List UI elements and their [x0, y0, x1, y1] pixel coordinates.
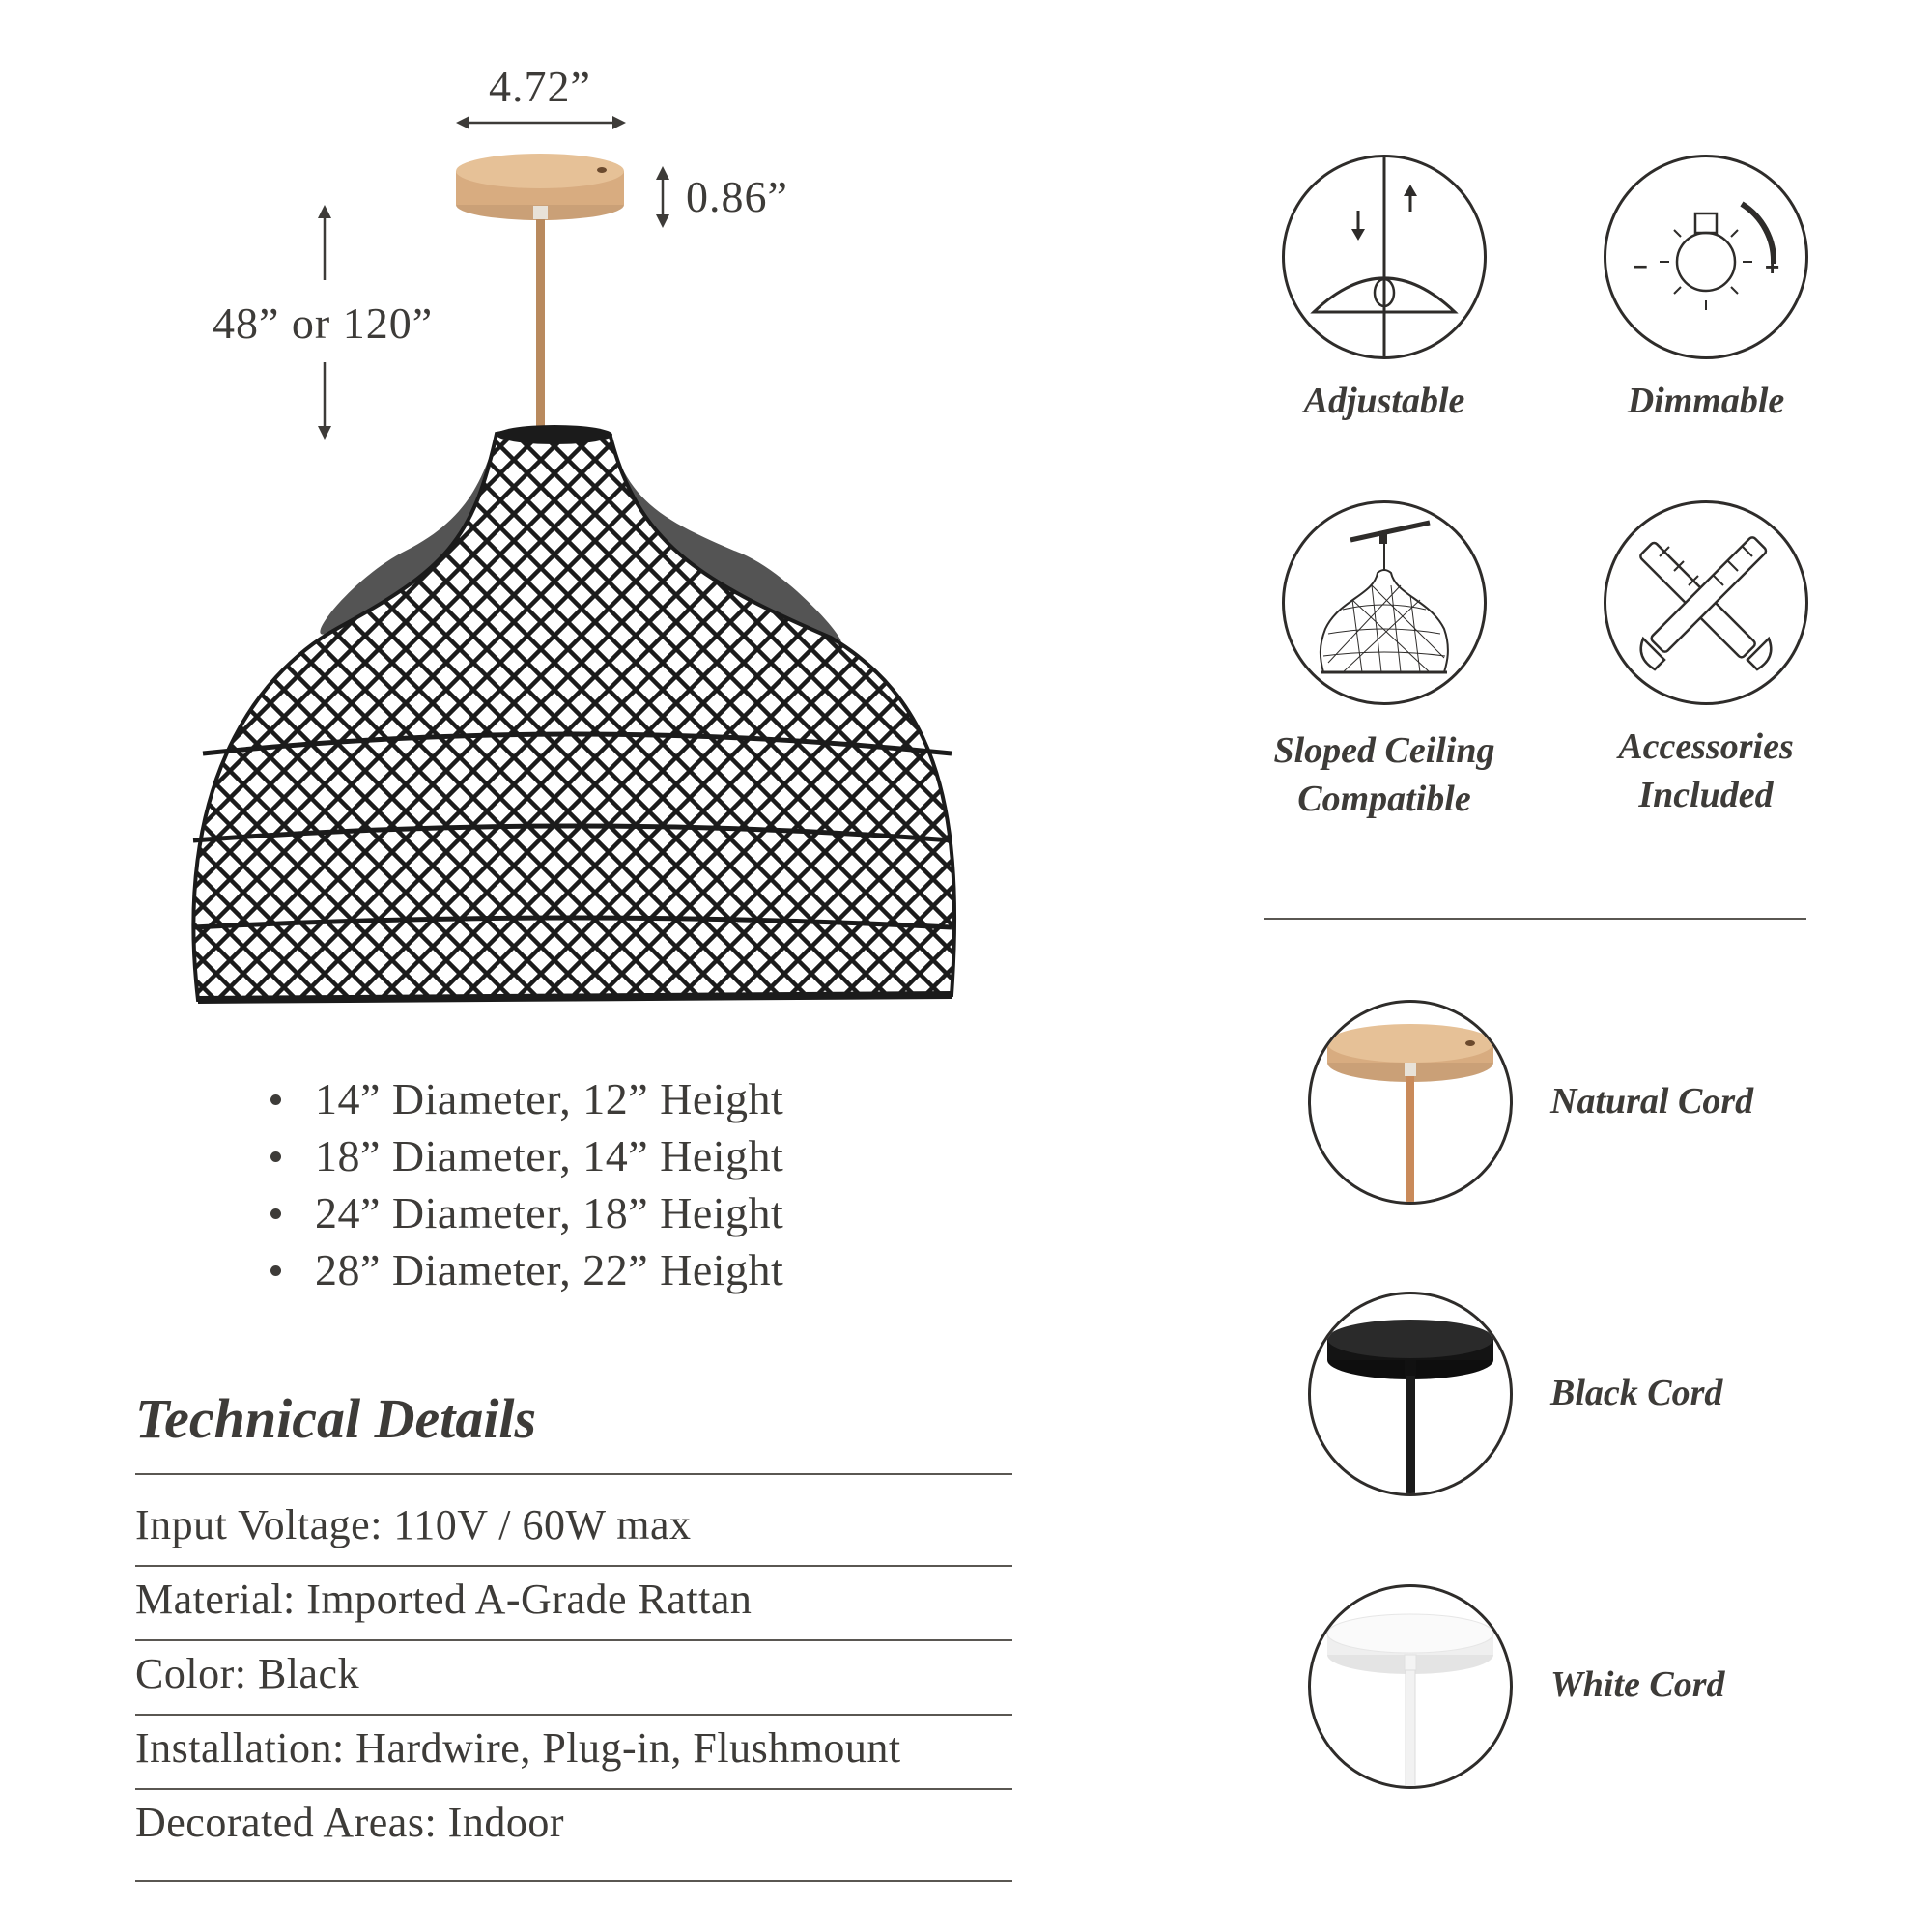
- divider: [135, 1565, 1012, 1567]
- black-cord-label: Black Cord: [1550, 1373, 1723, 1413]
- size-list: [270, 1070, 783, 1298]
- spec-voltage: Input Voltage: 110V / 60W max: [135, 1501, 692, 1548]
- canopy-height-label: 0.86”: [686, 172, 788, 221]
- dimmer-minus: –: [1634, 250, 1648, 279]
- natural-cord-swatch: [1308, 1000, 1513, 1205]
- divider: [135, 1880, 1012, 1882]
- accessories-label: [1558, 723, 1854, 819]
- natural-cord: [536, 217, 545, 432]
- white-cord-label: White Cord: [1550, 1664, 1725, 1705]
- accessories-line-1: Accessories: [1618, 726, 1794, 767]
- size-item: 28” Diameter, 22” Height: [270, 1241, 783, 1298]
- natural-cord-label: Natural Cord: [1550, 1081, 1754, 1122]
- dimmable-icon: [1604, 155, 1808, 359]
- sloped-ceiling-icon: [1282, 500, 1487, 705]
- adjustable-icon: [1282, 155, 1487, 359]
- divider: [135, 1473, 1012, 1475]
- canopy-width-label: 4.72”: [489, 62, 591, 111]
- section-divider: [1264, 918, 1806, 920]
- spec-installation: Installation: Hardwire, Plug-in, Flushmount: [135, 1724, 901, 1772]
- divider: [135, 1639, 1012, 1641]
- black-cord-swatch: [1308, 1292, 1513, 1496]
- rattan-shade: [193, 425, 954, 1000]
- size-item: 14” Diameter, 12” Height: [270, 1070, 783, 1127]
- divider: [135, 1788, 1012, 1790]
- sloped-line-2: Compatible: [1297, 779, 1471, 819]
- canopy-width-arrow: [456, 116, 626, 129]
- product-illustration: [0, 0, 966, 1043]
- adjustable-label: Adjustable: [1303, 381, 1465, 421]
- spec-material: Material: Imported A-Grade Rattan: [135, 1576, 753, 1623]
- sloped-ceiling-label: [1236, 726, 1532, 823]
- spec-decorated-areas: Decorated Areas: Indoor: [135, 1799, 564, 1846]
- divider: [135, 1714, 1012, 1716]
- sloped-line-1: Sloped Ceiling: [1273, 730, 1495, 771]
- size-item: 18” Diameter, 14” Height: [270, 1127, 783, 1184]
- accessories-icon: [1604, 500, 1808, 705]
- canopy-height-arrow: [656, 166, 669, 228]
- dimmable-label: Dimmable: [1627, 381, 1785, 421]
- technical-details-title: Technical Details: [135, 1387, 537, 1450]
- cord-length-label: 48” or 120”: [213, 298, 434, 348]
- spec-color: Color: Black: [135, 1650, 360, 1697]
- size-item: 24” Diameter, 18” Height: [270, 1184, 783, 1241]
- accessories-line-2: Included: [1638, 775, 1774, 815]
- dimmer-plus: +: [1765, 252, 1780, 281]
- white-cord-swatch: [1308, 1584, 1513, 1789]
